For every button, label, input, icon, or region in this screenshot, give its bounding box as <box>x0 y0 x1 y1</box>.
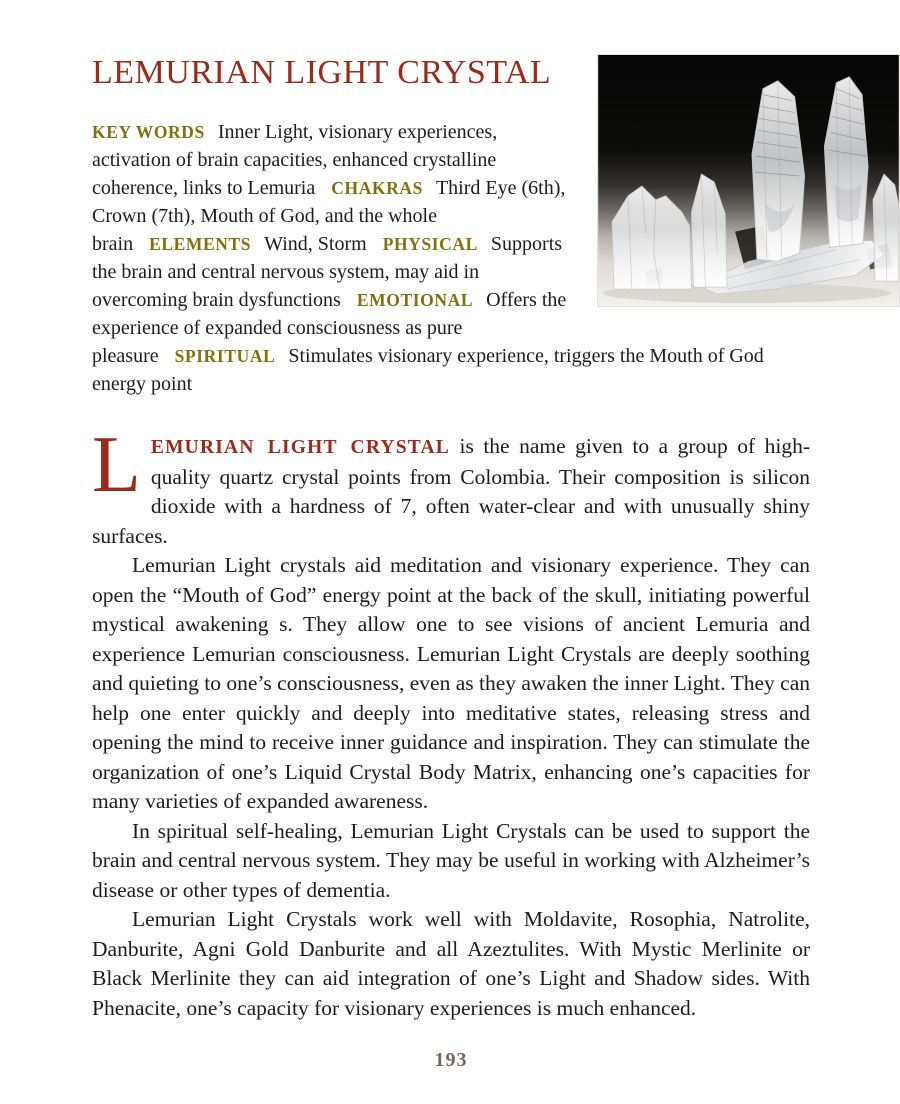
property-text: Inner Light, visionary experiences, activation of brain capacities, enhanced crystalline coherence, links to Lemuria <box>92 121 498 199</box>
property-label: PHYSICAL <box>382 234 478 254</box>
property-label: EMOTIONAL <box>356 290 474 310</box>
page-title: LEMURIAN LIGHT CRYSTAL <box>92 54 552 91</box>
page-content <box>0 54 900 1072</box>
property-label: ELEMENTS <box>149 234 252 254</box>
property-text: Third Eye (6th), Crown (7th), Mouth of God, and the whole brain <box>92 177 566 255</box>
book-page <box>0 54 900 1104</box>
paragraph: Lemurian Light Crystals work well with Moldavite, Rosophia, Natrolite, Danburite, Agni Gold Danburite and all Azeztulites. With Mystic Merlinite or Black Merlinite they can aid integration of one’s Light and Shadow sides. With Phenacite, one’s capacity for visionary experiences is much enhanced. <box>92 907 810 1020</box>
paragraph: In spiritual self-healing, Lemurian Light Crystals can be used to support the brain and central nervous system. They may be useful in working with Alzheimer’s disease or other types of dementia. <box>92 818 810 902</box>
page-number: 193 <box>434 1049 468 1071</box>
property-text: Supports the brain and central nervous system, may aid in overcoming brain dysfunctions <box>92 233 563 311</box>
paragraph-lead <box>92 421 810 551</box>
lead-smallcaps: EMURIAN LIGHT CRYSTAL <box>150 437 451 458</box>
property-label: KEY WORDS <box>92 122 205 142</box>
property-label: CHAKRAS <box>331 178 423 198</box>
paragraph-lead-text: is the name given to a group of high-quality quartz crystal points from Colombia. Their composition is silicon dioxide with a hardness of 7, often water-clear and with unusually shiny surfaces. <box>92 434 810 548</box>
property-text: Wind, Storm <box>264 233 367 255</box>
drop-cap: L <box>92 421 141 509</box>
paragraph: Lemurian Light crystals aid meditation and visionary experience. They can open the “Mouth of God” energy point at the back of the skull, initiating powerful mystical awakening s. They allow one to see visions of ancient Lemuria and experience Lemurian consciousness. Lemurian Light Crystals are deeply soothing and quieting to one’s consciousness, even as they awaken the inner Light. They can help one enter quickly and deeply into meditative states, releasing stress and opening the mind to receive inner guidance and inspiration. They can stimulate the organization of one’s Liquid Crystal Body Matrix, enhancing one’s capacities for many varieties of expanded awareness. <box>92 553 810 813</box>
article-body <box>92 421 810 1023</box>
photo-wrap-spacer <box>575 54 810 316</box>
property-text: Offers the experience of expanded consciousness as pure pleasure <box>92 289 567 367</box>
property-text: Stimulates visionary experience, triggers the Mouth of God energy point <box>92 345 764 395</box>
property-label: SPIRITUAL <box>174 346 276 366</box>
